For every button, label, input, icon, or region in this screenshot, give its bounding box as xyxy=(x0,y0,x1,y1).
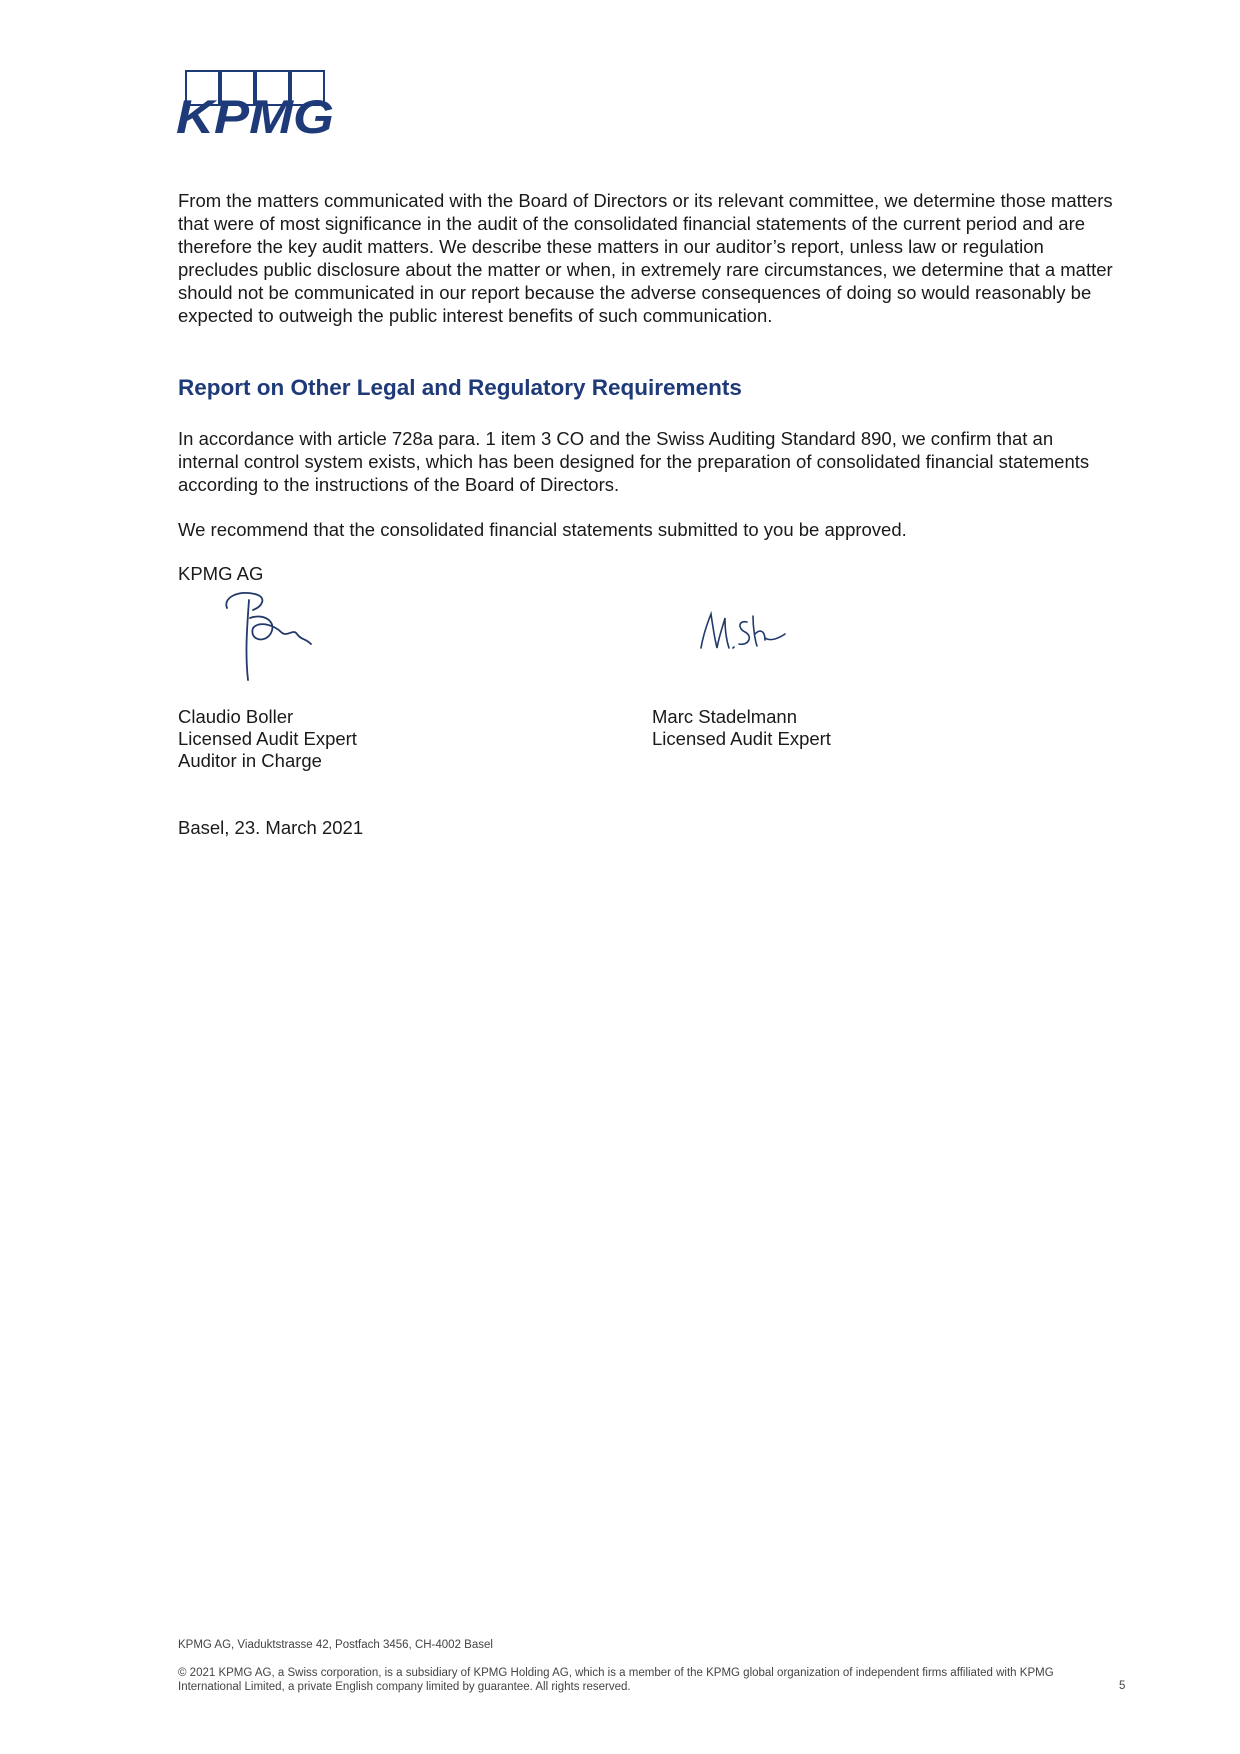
footer-copyright: © 2021 KPMG AG, a Swiss corporation, is a subsidiary of KPMG Holding AG, which is a member of the KPMG global organization of independent firms affiliated with KPMG International Limited, a private English company limited by guarantee. All rights reserved. xyxy=(178,1667,1054,1693)
signature-marc-stadelmann xyxy=(695,608,790,656)
page-number: 5 xyxy=(1119,1680,1126,1692)
signer-name: Marc Stadelmann xyxy=(652,706,797,727)
firm-name: KPMG AG xyxy=(178,563,264,584)
signer-role: Auditor in Charge xyxy=(178,750,322,771)
kpmg-logo xyxy=(176,70,336,136)
recommendation-paragraph: We recommend that the consolidated financial statements submitted to you be approved. xyxy=(178,519,907,540)
signer-claudio-boller xyxy=(178,706,357,772)
signer-marc-stadelmann xyxy=(652,706,831,750)
confirmation-paragraph: In accordance with article 728a para. 1 item 3 CO and the Swiss Auditing Standard 890, we confirm that an internal control system exists, which has been designed for the preparation of consolidated financial statements according to the instructions of the Board of Directors. xyxy=(178,428,1090,495)
svg-text:KPMG: KPMG xyxy=(176,90,334,136)
signer-title: Licensed Audit Expert xyxy=(178,728,357,749)
intro-paragraph: From the matters communicated with the Board of Directors or its relevant committee, we determine those matters that were of most significance in the audit of the consolidated financial statements of the current period and are therefore the key audit matters. We describe these matters in our auditor’s report, unless law or regulation precludes public disclosure about the matter or when, in extremely rare circumstances, we determine that a matter should not be communicated in our report because the adverse consequences of doing so would reasonably be expected to outweigh the public interest benefits of such communication. xyxy=(178,190,1113,326)
footer-address: KPMG AG, Viaduktstrasse 42, Postfach 3456, CH-4002 Basel xyxy=(178,1639,493,1651)
signer-title: Licensed Audit Expert xyxy=(652,728,831,749)
signature-claudio-boller xyxy=(215,588,325,683)
section-heading: Report on Other Legal and Regulatory Requirements xyxy=(178,375,742,400)
place-and-date: Basel, 23. March 2021 xyxy=(178,817,364,838)
signer-name: Claudio Boller xyxy=(178,706,294,727)
